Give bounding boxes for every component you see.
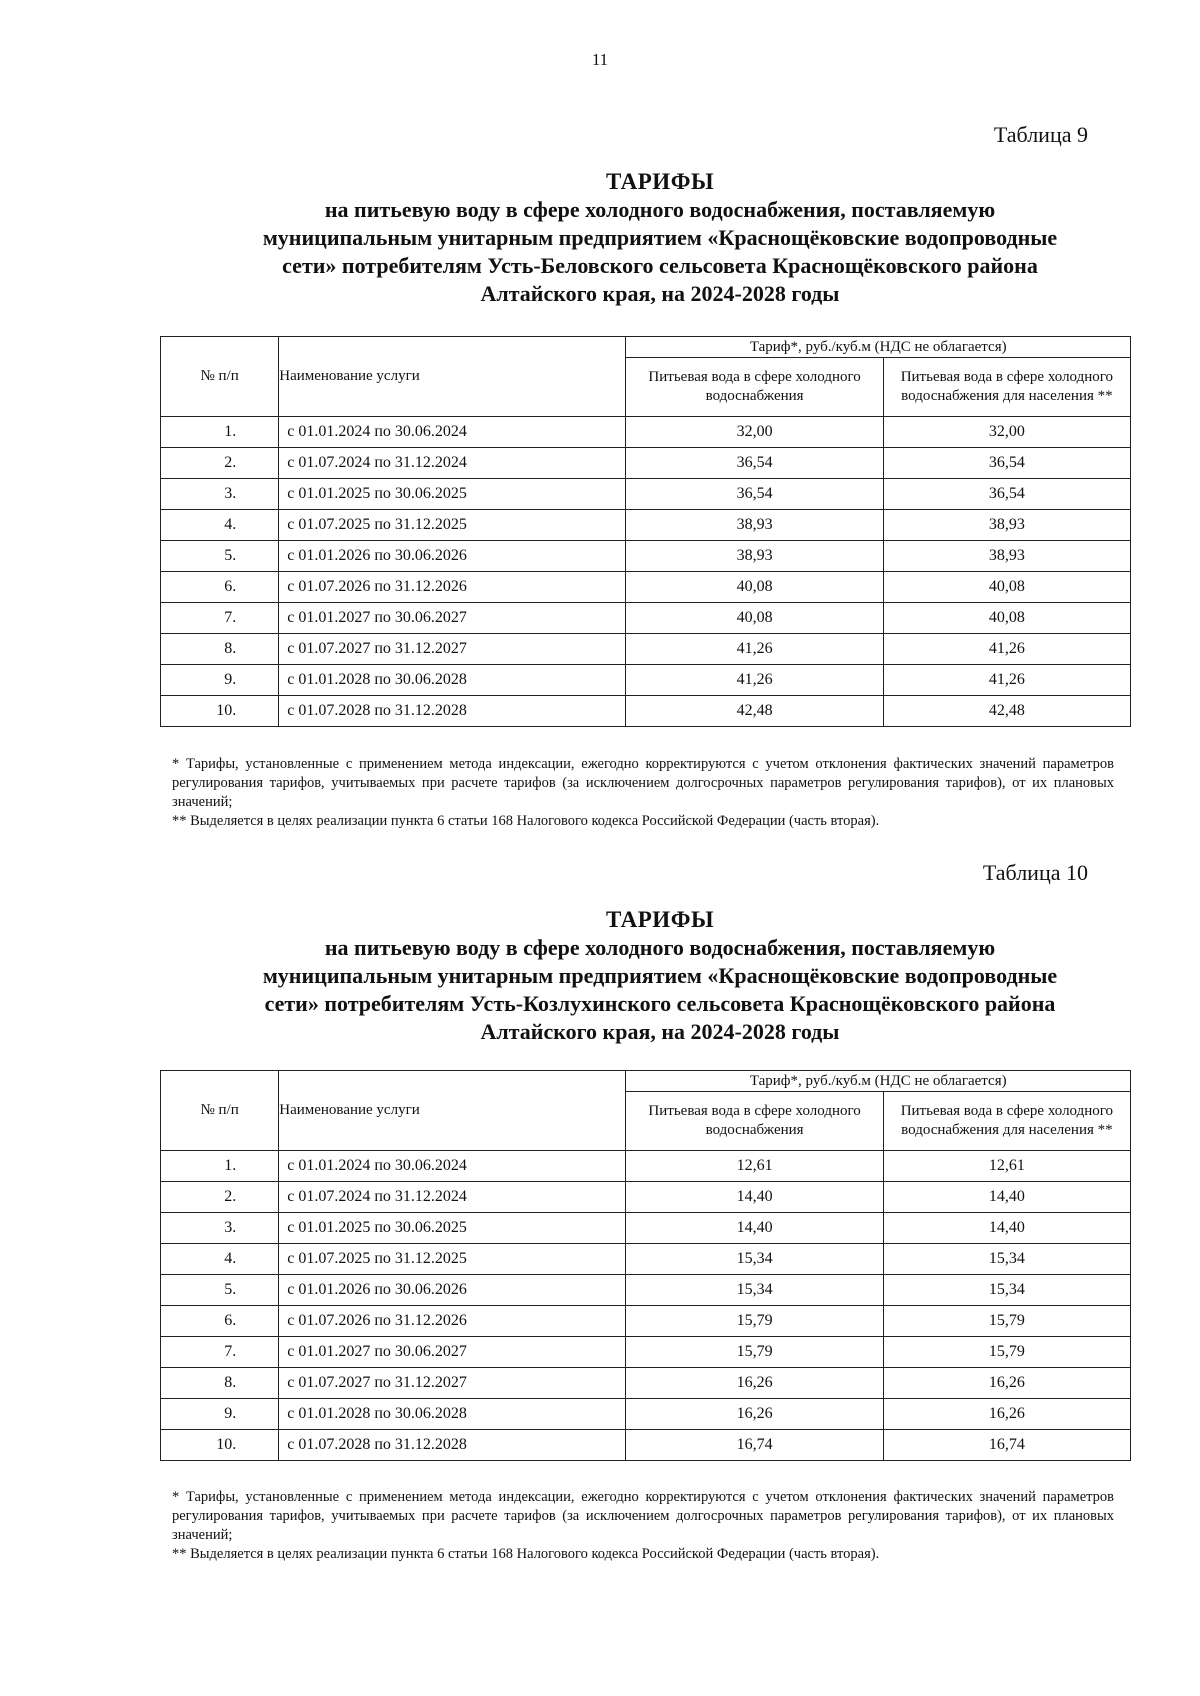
- footnotes: [172, 1488, 1114, 1564]
- table-row: [161, 541, 1131, 572]
- table-row: [161, 1275, 1131, 1306]
- table-row: [161, 1306, 1131, 1337]
- heading-title: ТАРИФЫ: [605, 907, 715, 932]
- row-period: с 01.01.2026 по 30.06.2026: [279, 1275, 626, 1306]
- table-row: [161, 1244, 1131, 1275]
- row-period: с 01.07.2027 по 31.12.2027: [279, 634, 626, 665]
- row-tariff-population-value: 40,08: [883, 572, 1130, 603]
- row-tariff-population-value: 41,26: [883, 665, 1130, 696]
- page-number: 11: [591, 50, 609, 69]
- heading-title: ТАРИФЫ: [605, 169, 715, 194]
- row-tariff-population-value: 12,61: [883, 1151, 1130, 1182]
- column-header-number: № п/п: [161, 1071, 279, 1151]
- row-tariff-value: 15,34: [626, 1244, 883, 1275]
- heading-line: на питьевую воду в сфере холодного водоснабжения, поставляемую: [324, 935, 996, 960]
- row-period: с 01.07.2024 по 31.12.2024: [279, 448, 626, 479]
- row-tariff-value: 16,26: [626, 1368, 883, 1399]
- row-period: с 01.01.2028 по 30.06.2028: [279, 665, 626, 696]
- row-number: 3.: [161, 479, 279, 510]
- row-tariff-value: 16,26: [626, 1399, 883, 1430]
- table-row: [161, 479, 1131, 510]
- table-label: Таблица 9: [993, 122, 1088, 147]
- row-tariff-value: 15,79: [626, 1337, 883, 1368]
- column-header-number: № п/п: [161, 337, 279, 417]
- row-tariff-value: 40,08: [626, 572, 883, 603]
- row-number: 8.: [161, 1368, 279, 1399]
- row-tariff-population-value: 16,74: [883, 1430, 1130, 1461]
- heading-line: сети» потребителям Усть-Беловского сельсовета Краснощёковского района: [282, 253, 1038, 278]
- row-tariff-population-value: 15,79: [883, 1306, 1130, 1337]
- row-tariff-population-value: 42,48: [883, 696, 1130, 727]
- table-row: [161, 417, 1131, 448]
- row-period: с 01.01.2025 по 30.06.2025: [279, 1213, 626, 1244]
- heading-line: на питьевую воду в сфере холодного водоснабжения, поставляемую: [324, 197, 996, 222]
- row-number: 9.: [161, 665, 279, 696]
- row-period: с 01.01.2024 по 30.06.2024: [279, 417, 626, 448]
- row-tariff-population-value: 15,34: [883, 1275, 1130, 1306]
- row-number: 6.: [161, 1306, 279, 1337]
- table-row: [161, 1151, 1131, 1182]
- row-tariff-value: 41,26: [626, 634, 883, 665]
- row-tariff-population-value: 36,54: [883, 479, 1130, 510]
- row-tariff-value: 38,93: [626, 541, 883, 572]
- row-tariff-value: 16,74: [626, 1430, 883, 1461]
- heading-line: сети» потребителям Усть-Козлухинского сельсовета Краснощёковского района: [264, 991, 1056, 1016]
- row-period: с 01.07.2025 по 31.12.2025: [279, 1244, 626, 1275]
- table-row: [161, 696, 1131, 727]
- row-period: с 01.07.2025 по 31.12.2025: [279, 510, 626, 541]
- heading-line: муниципальным унитарным предприятием «Краснощёковские водопроводные: [262, 963, 1058, 988]
- table-row: [161, 1182, 1131, 1213]
- column-header-service: Наименование услуги: [279, 337, 626, 417]
- table-row: [161, 1368, 1131, 1399]
- row-number: 10.: [161, 1430, 279, 1461]
- row-tariff-value: 40,08: [626, 603, 883, 634]
- table-row: [161, 510, 1131, 541]
- table-row: [161, 634, 1131, 665]
- row-number: 3.: [161, 1213, 279, 1244]
- tariff-heading: [200, 906, 1120, 1046]
- row-tariff-value: 38,93: [626, 510, 883, 541]
- row-tariff-population-value: 16,26: [883, 1368, 1130, 1399]
- row-number: 1.: [161, 1151, 279, 1182]
- row-number: 8.: [161, 634, 279, 665]
- table-label: Таблица 10: [982, 860, 1088, 885]
- row-period: с 01.01.2027 по 30.06.2027: [279, 1337, 626, 1368]
- row-period: с 01.07.2027 по 31.12.2027: [279, 1368, 626, 1399]
- row-period: с 01.01.2024 по 30.06.2024: [279, 1151, 626, 1182]
- tariff-table: [160, 1070, 1131, 1461]
- tariff-heading: [200, 168, 1120, 308]
- row-tariff-value: 32,00: [626, 417, 883, 448]
- row-number: 5.: [161, 1275, 279, 1306]
- column-header-tariff-group: Тариф*, руб./куб.м (НДС не облагается): [626, 1071, 1131, 1092]
- row-tariff-value: 12,61: [626, 1151, 883, 1182]
- table-row: [161, 1399, 1131, 1430]
- column-header-service: Наименование услуги: [279, 1071, 626, 1151]
- row-tariff-population-value: 16,26: [883, 1399, 1130, 1430]
- table-row: [161, 665, 1131, 696]
- row-number: 7.: [161, 603, 279, 634]
- row-period: с 01.07.2028 по 31.12.2028: [279, 696, 626, 727]
- row-tariff-value: 15,79: [626, 1306, 883, 1337]
- row-tariff-value: 15,34: [626, 1275, 883, 1306]
- row-tariff-population-value: 40,08: [883, 603, 1130, 634]
- table-row: [161, 603, 1131, 634]
- row-number: 10.: [161, 696, 279, 727]
- footnote-vat: ** Выделяется в целях реализации пункта 6 статьи 168 Налогового кодекса Российской Федерации (часть вторая).: [172, 813, 880, 829]
- row-number: 7.: [161, 1337, 279, 1368]
- column-header-drinking-water: Питьевая вода в сфере холодного водоснабжения: [626, 358, 883, 417]
- row-period: с 01.07.2024 по 31.12.2024: [279, 1182, 626, 1213]
- row-tariff-value: 14,40: [626, 1213, 883, 1244]
- column-header-tariff-group: Тариф*, руб./куб.м (НДС не облагается): [626, 337, 1131, 358]
- row-tariff-population-value: 38,93: [883, 510, 1130, 541]
- row-period: с 01.07.2026 по 31.12.2026: [279, 1306, 626, 1337]
- row-tariff-population-value: 36,54: [883, 448, 1130, 479]
- row-number: 4.: [161, 1244, 279, 1275]
- row-tariff-population-value: 32,00: [883, 417, 1130, 448]
- row-tariff-population-value: 41,26: [883, 634, 1130, 665]
- table-row: [161, 448, 1131, 479]
- row-number: 2.: [161, 1182, 279, 1213]
- row-period: с 01.01.2027 по 30.06.2027: [279, 603, 626, 634]
- row-number: 1.: [161, 417, 279, 448]
- row-number: 5.: [161, 541, 279, 572]
- footnote-indexation: * Тарифы, установленные с применением метода индексации, ежегодно корректируются с учетом отклонения фактических значений параметров регулирования тарифов, учитываемых при расчете тарифов (за исключением долгосрочных параметров регулирования тарифов), от их плановых значений;: [172, 1489, 1114, 1543]
- column-header-drinking-water-population: Питьевая вода в сфере холодного водоснабжения для населения **: [883, 1092, 1130, 1151]
- row-period: с 01.01.2025 по 30.06.2025: [279, 479, 626, 510]
- row-tariff-value: 41,26: [626, 665, 883, 696]
- row-number: 6.: [161, 572, 279, 603]
- footnotes: [172, 755, 1114, 831]
- row-tariff-population-value: 14,40: [883, 1213, 1130, 1244]
- row-tariff-population-value: 15,34: [883, 1244, 1130, 1275]
- row-number: 9.: [161, 1399, 279, 1430]
- row-tariff-value: 14,40: [626, 1182, 883, 1213]
- row-number: 2.: [161, 448, 279, 479]
- table-row: [161, 1337, 1131, 1368]
- tariff-table: [160, 336, 1131, 727]
- footnote-indexation: * Тарифы, установленные с применением метода индексации, ежегодно корректируются с учетом отклонения фактических значений параметров регулирования тарифов, учитываемых при расчете тарифов (за исключением долгосрочных параметров регулирования тарифов), от их плановых значений;: [172, 756, 1114, 810]
- heading-line: Алтайского края, на 2024-2028 годы: [480, 1019, 840, 1044]
- row-number: 4.: [161, 510, 279, 541]
- table-row: [161, 1430, 1131, 1461]
- row-period: с 01.01.2028 по 30.06.2028: [279, 1399, 626, 1430]
- column-header-drinking-water-population: Питьевая вода в сфере холодного водоснабжения для населения **: [883, 358, 1130, 417]
- row-period: с 01.07.2026 по 31.12.2026: [279, 572, 626, 603]
- row-tariff-population-value: 15,79: [883, 1337, 1130, 1368]
- row-period: с 01.07.2028 по 31.12.2028: [279, 1430, 626, 1461]
- row-tariff-population-value: 38,93: [883, 541, 1130, 572]
- footnote-vat: ** Выделяется в целях реализации пункта 6 статьи 168 Налогового кодекса Российской Федерации (часть вторая).: [172, 1546, 880, 1562]
- column-header-drinking-water: Питьевая вода в сфере холодного водоснабжения: [626, 1092, 883, 1151]
- row-tariff-value: 42,48: [626, 696, 883, 727]
- table-row: [161, 572, 1131, 603]
- heading-line: муниципальным унитарным предприятием «Краснощёковские водопроводные: [262, 225, 1058, 250]
- row-tariff-value: 36,54: [626, 448, 883, 479]
- row-tariff-population-value: 14,40: [883, 1182, 1130, 1213]
- table-row: [161, 1213, 1131, 1244]
- row-period: с 01.01.2026 по 30.06.2026: [279, 541, 626, 572]
- heading-line: Алтайского края, на 2024-2028 годы: [480, 281, 840, 306]
- row-tariff-value: 36,54: [626, 479, 883, 510]
